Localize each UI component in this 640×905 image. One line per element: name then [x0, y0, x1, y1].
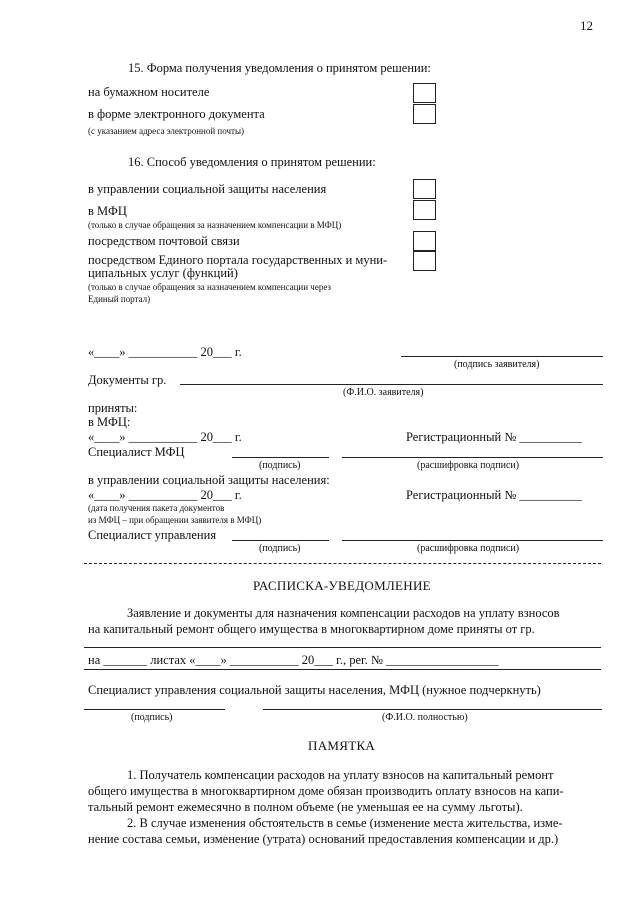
s16-option-portal-checkbox[interactable] [413, 251, 436, 271]
uszn-specialist-decode-line[interactable] [342, 540, 603, 541]
s15-option-electronic-note: (с указанием адреса электронной почты) [88, 126, 245, 136]
uszn-date-note-2: из МФЦ – при обращении заявителя в МФЦ) [88, 515, 262, 525]
application-date-line: «____» ___________ 20___ г. [88, 345, 242, 359]
s16-option-mfc-checkbox[interactable] [413, 200, 436, 220]
mfc-signature-caption: (подпись) [259, 460, 301, 471]
memo-p1-line-3: тальный ремонт ежемесячно в полном объеме (не уменьшая ее на сумму льготы). [88, 800, 523, 814]
applicant-signature-caption: (подпись заявителя) [454, 359, 540, 370]
documents-fio-line[interactable] [180, 384, 603, 385]
cut-line [84, 563, 601, 564]
receipt-signature-caption: (подпись) [131, 712, 173, 723]
in-uszn-label: в управлении социальной защиты населения: [88, 473, 330, 487]
receipt-signature-line[interactable] [84, 709, 225, 710]
memo-p1-line-2: общего имущества в многоквартирном доме обязан производить оплату взносов на капи- [88, 784, 564, 798]
receipt-fio-caption: (Ф.И.О. полностью) [382, 712, 468, 723]
s16-option-uszn-label: в управлении социальной защиты населения [88, 182, 327, 196]
page-number: 12 [580, 18, 593, 33]
mfc-registration-number: Регистрационный № __________ [406, 430, 582, 444]
s16-option-mfc-label: в МФЦ [88, 204, 127, 218]
mfc-decode-caption: (расшифровка подписи) [417, 460, 520, 471]
uszn-decode-caption: (расшифровка подписи) [417, 543, 520, 554]
receipt-text-line-2: на капитальный ремонт общего имущества в многоквартирном доме приняты от гр. [88, 622, 535, 636]
receipt-title: РАСПИСКА-УВЕДОМЛЕНИЕ [253, 578, 431, 593]
s16-option-mfc-note: (только в случае обращения за назначением компенсации в МФЦ) [88, 220, 342, 230]
uszn-signature-caption: (подпись) [259, 543, 301, 554]
in-mfc-label: в МФЦ: [88, 415, 131, 429]
memo-p2-line-2: нение состава семьи, изменение (утрата) оснований предоставления компенсации и др.) [88, 832, 559, 846]
s15-option-electronic-checkbox[interactable] [413, 104, 436, 124]
accepted-label: приняты: [88, 401, 138, 415]
uszn-specialist-label: Специалист управления [88, 528, 217, 542]
s15-option-electronic-label: в форме электронного документа [88, 107, 265, 121]
s16-option-portal-label-1: посредством Единого портала государственных и муни- [88, 253, 388, 267]
applicant-fio-caption: (Ф.И.О. заявителя) [343, 387, 424, 398]
uszn-date-note-1: (дата получения пакета документов [88, 503, 225, 513]
uszn-specialist-signature-line[interactable] [232, 540, 329, 541]
applicant-signature-line[interactable] [401, 356, 603, 357]
s16-option-portal-note-2: Единый портал) [88, 294, 151, 304]
mfc-specialist-label: Специалист МФЦ [88, 445, 185, 459]
receipt-text-line-1: Заявление и документы для назначения компенсации расходов на уплату взносов [127, 606, 560, 620]
mfc-date-line: «____» ___________ 20___ г. [88, 430, 242, 444]
receipt-specialist-line: Специалист управления социальной защиты населения, МФЦ (нужное подчеркнуть) [88, 683, 541, 697]
memo-p2-line-1: 2. В случае изменения обстоятельств в семье (изменение места жительства, изме- [127, 816, 563, 830]
documents-label: Документы гр. [88, 373, 167, 387]
receipt-fio-line[interactable] [263, 709, 602, 710]
mfc-specialist-decode-line[interactable] [342, 457, 603, 458]
uszn-registration-number: Регистрационный № __________ [406, 488, 582, 502]
s16-option-post-checkbox[interactable] [413, 231, 436, 251]
s15-option-paper-checkbox[interactable] [413, 83, 436, 103]
s16-option-uszn-checkbox[interactable] [413, 179, 436, 199]
memo-p1-line-1: 1. Получатель компенсации расходов на уплату взносов на капитальный ремонт [127, 768, 554, 782]
s16-option-portal-label-2: ципальных услуг (функций) [88, 266, 238, 280]
receipt-name-line[interactable] [84, 647, 601, 648]
s16-option-portal-note-1: (только в случае обращения за назначением компенсации через [88, 282, 331, 292]
section-16-title: 16. Способ уведомления о принятом решении: [128, 155, 376, 169]
uszn-date-line: «____» ___________ 20___ г. [88, 488, 242, 502]
receipt-separator [84, 669, 601, 670]
memo-title: ПАМЯТКА [308, 738, 376, 753]
mfc-specialist-signature-line[interactable] [232, 457, 329, 458]
s16-option-post-label: посредством почтовой связи [88, 234, 240, 248]
s15-option-paper-label: на бумажном носителе [88, 85, 210, 99]
receipt-sheets-line: на _______ листах «____» ___________ 20___ г., рег. № __________________ [88, 653, 499, 667]
section-15-title: 15. Форма получения уведомления о принятом решении: [128, 61, 431, 75]
